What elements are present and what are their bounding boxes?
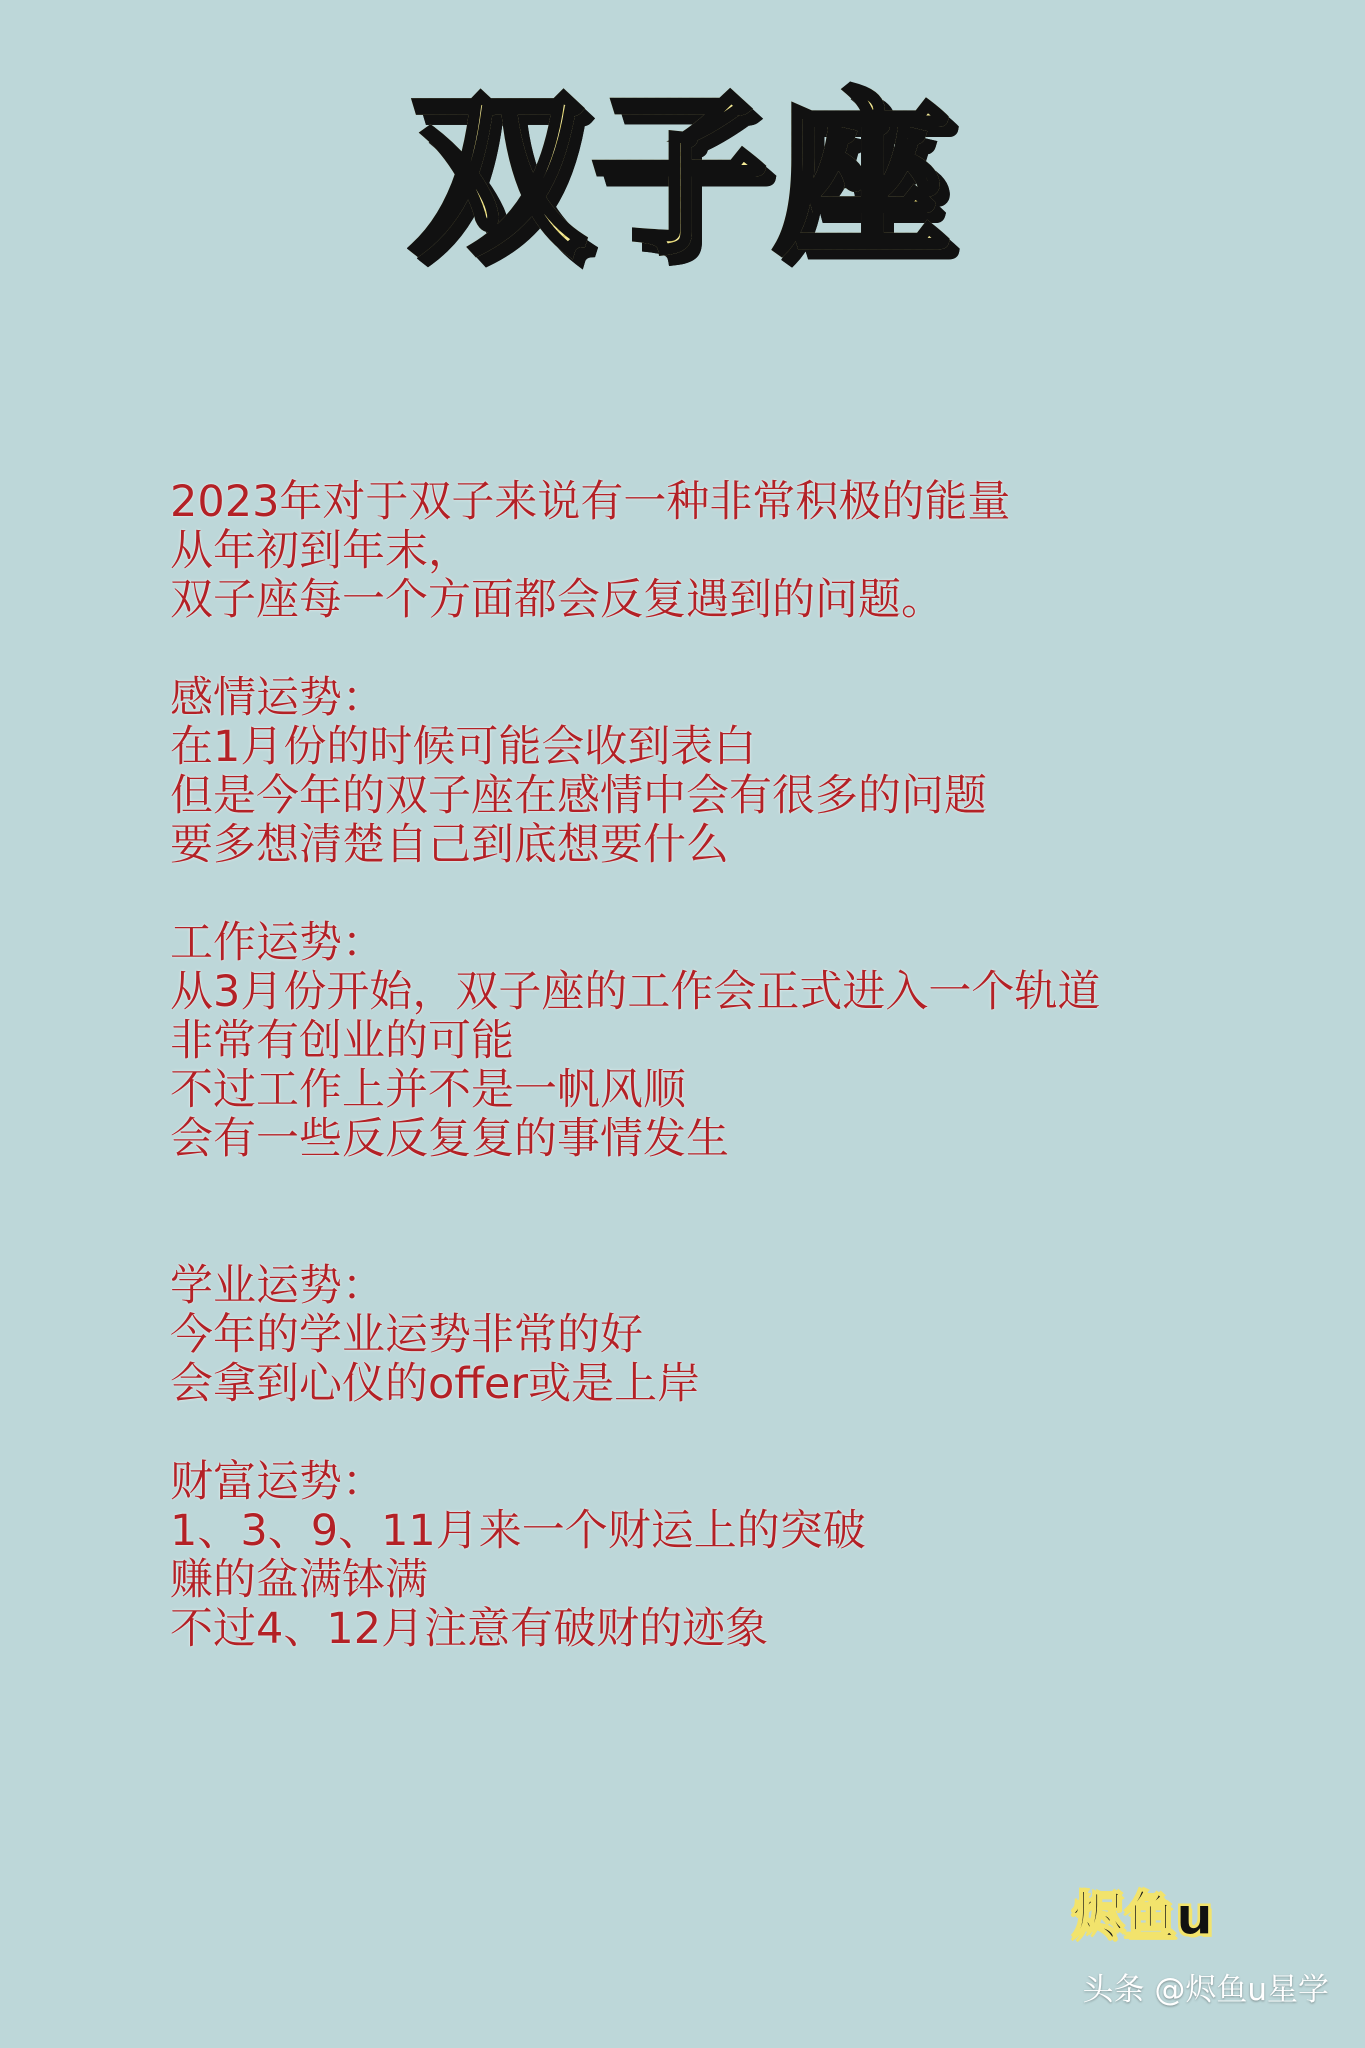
page-title: 双子座: [409, 73, 956, 278]
work-line: 不过工作上并不是一帆风顺: [170, 1065, 686, 1115]
title-container: [0, 73, 1365, 278]
section-spacer: [170, 625, 1290, 674]
work-line: 会有一些反反复复的事情发生: [170, 1114, 729, 1164]
love-line: 在1月份的时候可能会收到表白: [170, 722, 757, 772]
wealth-section: [170, 1458, 1290, 1654]
author-signature: 烬鱼u: [1072, 1887, 1214, 1947]
work-line: 从3月份开始，双子座的工作会正式进入一个轨道: [170, 967, 1101, 1017]
section-spacer: [170, 1164, 1290, 1262]
intro-section: [170, 478, 1290, 625]
love-line: 要多想清楚自己到底想要什么: [170, 820, 729, 870]
wealth-heading: 财富运势：: [170, 1457, 385, 1507]
study-section: [170, 1262, 1290, 1409]
intro-line: 双子座每一个方面都会反复遇到的问题。: [170, 575, 944, 625]
wealth-line: 1、3、9、11月来一个财运上的突破: [170, 1506, 866, 1556]
study-line: 今年的学业运势非常的好: [170, 1310, 643, 1360]
study-line: 会拿到心仪的offer或是上岸: [170, 1359, 701, 1409]
love-line: 但是今年的双子座在感情中会有很多的问题: [170, 771, 987, 821]
love-heading: 感情运势：: [170, 673, 385, 723]
work-line: 非常有创业的可能: [170, 1016, 514, 1066]
work-heading: 工作运势：: [170, 918, 385, 968]
intro-line: 2023年对于双子来说有一种非常积极的能量: [170, 477, 1011, 527]
content-body: [170, 478, 1290, 1654]
section-spacer: [170, 1409, 1290, 1458]
wealth-line: 不过4、12月注意有破财的迹象: [170, 1604, 769, 1654]
work-section: [170, 919, 1290, 1164]
study-heading: 学业运势：: [170, 1261, 385, 1311]
love-section: [170, 674, 1290, 870]
source-watermark: 头条 @烬鱼u星学: [1082, 1972, 1329, 2008]
intro-line: 从年初到年末，: [170, 526, 471, 576]
wealth-line: 赚的盆满钵满: [170, 1555, 428, 1605]
section-spacer: [170, 870, 1290, 919]
